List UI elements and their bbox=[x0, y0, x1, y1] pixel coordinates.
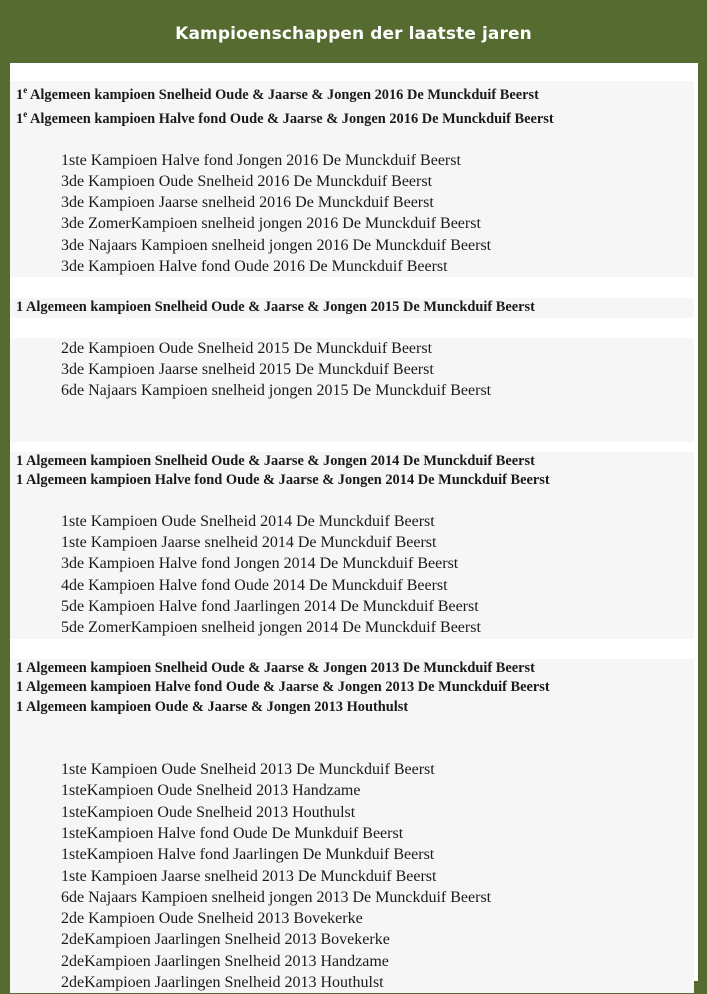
page-title: Kampioenschappen der laatste jaren bbox=[175, 24, 532, 44]
championship-item: 1steKampioen Oude Snelheid 2013 Houthulst bbox=[10, 802, 694, 823]
championship-item: 1steKampioen Halve fond Oude De Munkduif Beerst bbox=[10, 823, 694, 844]
championship-item: 2de Kampioen Oude Snelheid 2015 De Munckduif Beerst bbox=[10, 338, 694, 359]
championship-item: 1ste Kampioen Halve fond Jongen 2016 De Munckduif Beerst bbox=[10, 150, 694, 171]
section-2016 bbox=[10, 81, 698, 277]
championship-item: 1ste Kampioen Jaarse snelheid 2013 De Munckduif Beerst bbox=[10, 866, 694, 887]
championship-item: 3de Kampioen Jaarse snelheid 2015 De Munckduif Beerst bbox=[10, 359, 694, 380]
championship-item: 3de Kampioen Jaarse snelheid 2016 De Munckduif Beerst bbox=[10, 192, 694, 213]
championship-item: 2deKampioen Jaarlingen Snelheid 2013 Bovekerke bbox=[10, 929, 694, 950]
section-2013 bbox=[10, 659, 698, 994]
championship-item: 1steKampioen Halve fond Jaarlingen De Munkduif Beerst bbox=[10, 844, 694, 865]
championship-item: 3de Kampioen Halve fond Jongen 2014 De Munckduif Beerst bbox=[10, 553, 694, 574]
championship-item: 6de Najaars Kampioen snelheid jongen 2015 De Munckduif Beerst bbox=[10, 380, 694, 401]
championship-item: 1ste Kampioen Oude Snelheid 2013 De Munckduif Beerst bbox=[10, 759, 694, 780]
championship-item: 5de Kampioen Halve fond Jaarlingen 2014 De Munckduif Beerst bbox=[10, 596, 694, 617]
championship-item: 2de Kampioen Oude Snelheid 2013 Bovekerke bbox=[10, 908, 694, 929]
championship-item: 2deKampioen Jaarlingen Snelheid 2013 Handzame bbox=[10, 951, 694, 972]
championship-item: 4de Kampioen Halve fond Oude 2014 De Munckduif Beerst bbox=[10, 575, 694, 596]
general-champion-title: 1 Algemeen kampioen Snelheid Oude & Jaarse & Jongen 2015 De Munckduif Beerst bbox=[10, 298, 694, 318]
championship-item: 2deKampioen Jaarlingen Snelheid 2013 Houthulst bbox=[10, 972, 694, 993]
general-champion-title: 1 Algemeen kampioen Halve fond Oude & Jaarse & Jongen 2014 De Munckduif Beerst bbox=[10, 471, 694, 491]
general-champion-title: 1 Algemeen kampioen Halve fond Oude & Jaarse & Jongen 2013 De Munckduif Beerst bbox=[10, 678, 694, 698]
general-champion-title: 1 Algemeen kampioen Snelheid Oude & Jaarse & Jongen 2014 De Munckduif Beerst bbox=[10, 452, 694, 472]
section-2015 bbox=[10, 298, 698, 441]
championship-item: 3de Kampioen Halve fond Oude 2016 De Munckduif Beerst bbox=[10, 256, 694, 277]
championships-panel bbox=[10, 63, 698, 992]
championship-item: 5de ZomerKampioen snelheid jongen 2014 De Munckduif Beerst bbox=[10, 617, 694, 638]
championship-item: 1ste Kampioen Oude Snelheid 2014 De Munckduif Beerst bbox=[10, 511, 694, 532]
general-champion-title: 1e Algemeen kampioen Halve fond Oude & Jaarse & Jongen 2016 De Munckduif Beerst bbox=[10, 105, 694, 129]
page-header bbox=[0, 0, 707, 62]
general-champion-title: 1e Algemeen kampioen Snelheid Oude & Jaarse & Jongen 2016 De Munckduif Beerst bbox=[10, 81, 694, 105]
championship-item: 1ste Kampioen Jaarse snelheid 2014 De Munckduif Beerst bbox=[10, 532, 694, 553]
championship-item: 3de Kampioen Oude Snelheid 2016 De Munckduif Beerst bbox=[10, 171, 694, 192]
general-champion-title: 1 Algemeen kampioen Snelheid Oude & Jaarse & Jongen 2013 De Munckduif Beerst bbox=[10, 659, 694, 679]
championship-item: 3de ZomerKampioen snelheid jongen 2016 De Munckduif Beerst bbox=[10, 213, 694, 234]
championship-item: 6de Najaars Kampioen snelheid jongen 2013 De Munckduif Beerst bbox=[10, 887, 694, 908]
general-champion-title: 1 Algemeen kampioen Oude & Jaarse & Jongen 2013 Houthulst bbox=[10, 698, 694, 718]
section-2014 bbox=[10, 452, 698, 639]
championship-item: 1steKampioen Oude Snelheid 2013 Handzame bbox=[10, 780, 694, 801]
championship-item: 3de Najaars Kampioen snelheid jongen 2016 De Munckduif Beerst bbox=[10, 235, 694, 256]
